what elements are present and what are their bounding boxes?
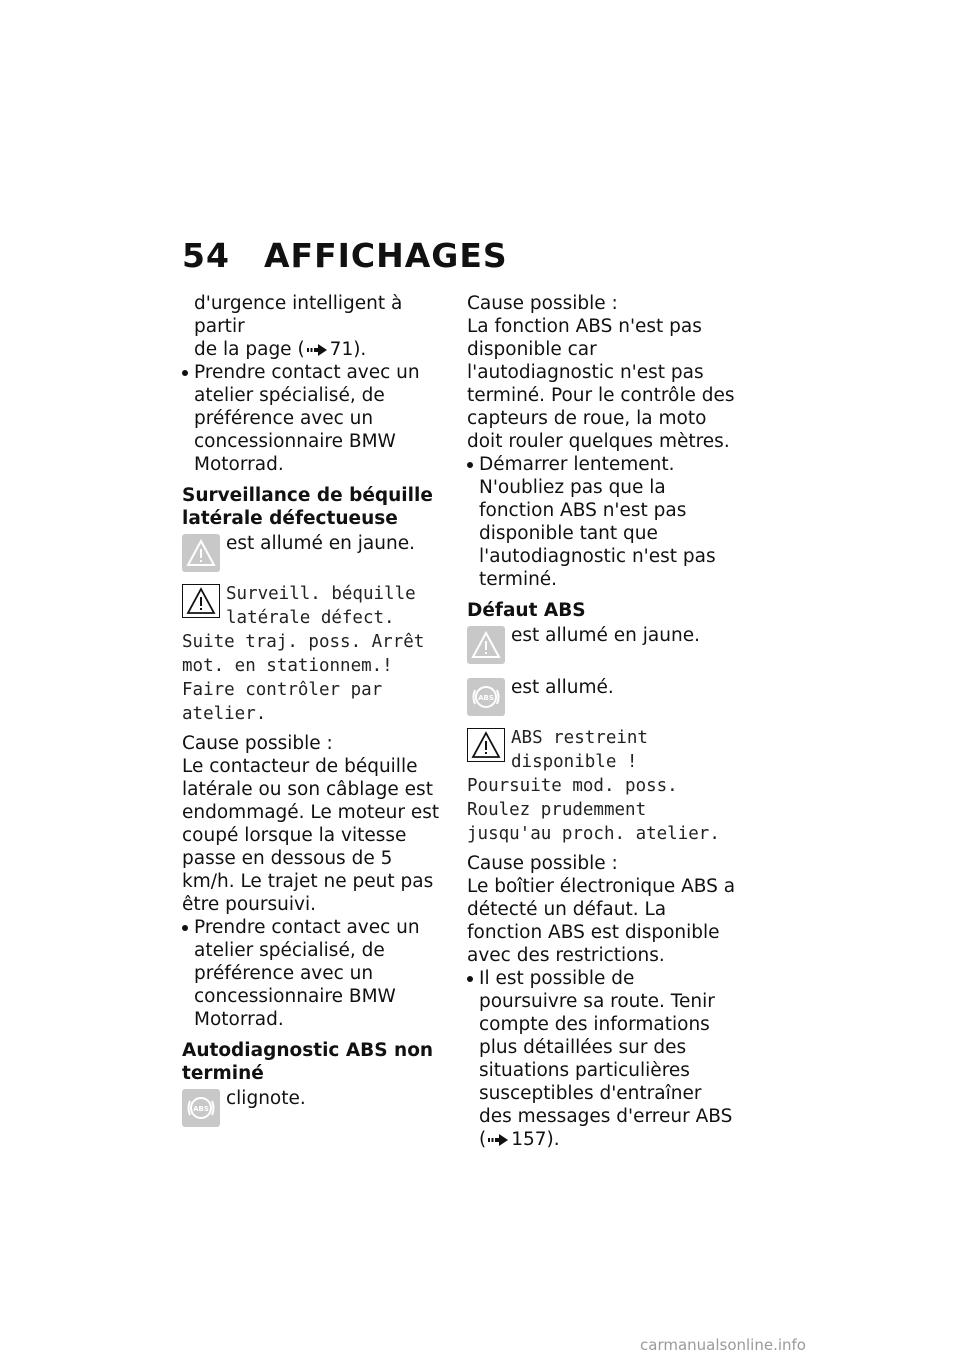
page-number: 54: [182, 236, 230, 275]
left-column: [182, 292, 450, 1127]
section-heading-abs-selftest: Autodiagnostic ABS non terminé: [182, 1040, 434, 1084]
display-message: [467, 726, 737, 846]
abs-lamp-icon: [467, 678, 505, 716]
cause-label: Cause possible :: [182, 733, 333, 754]
lamp-text: est allumé.: [511, 677, 614, 698]
bullet-item: Prendre contact avec un atelier spécialisé, de préférence avec un concessionnaire BMW Motorrad.: [182, 361, 450, 476]
right-column: [467, 292, 737, 1151]
cause-text: Le contacteur de béquille latérale ou son câblage est endommagé. Le moteur est coupé lorsque la vitesse passe en dessous de 5 km/h. Le trajet ne peut pas être poursuivi.: [182, 756, 440, 915]
lamp-row: [182, 532, 450, 572]
svg-text:ABS: ABS: [478, 694, 494, 702]
display-message: [182, 582, 450, 726]
section-heading-side-stand: Surveillance de béquille latérale défectueuse: [182, 485, 433, 529]
message-text: ABS restreint disponible ! Poursuite mod. poss. Roulez prudemment jusqu'au proch. atelier.: [467, 728, 720, 844]
warning-triangle-icon: [467, 728, 505, 762]
svg-text:ABS: ABS: [193, 1105, 209, 1113]
bullet-item: Démarrer lentement. N'oubliez pas que la fonction ABS n'est pas disponible tant que l'autodiagnostic n'est pas terminé.: [467, 453, 737, 591]
cause-label: Cause possible :: [467, 853, 618, 874]
message-text: Surveill. béquille latérale défect. Suite traj. poss. Arrêt mot. en stationnem.! Faire contrôler par atelier.: [182, 584, 425, 724]
bullet-item: Il est possible de poursuivre sa route. Tenir compte des informations plus détaillées sur des situations particulières susceptibles d'entraîner des messages d'erreur ABS ( 157).: [467, 967, 737, 1151]
intro-line-1: d'urgence intelligent à partir: [194, 293, 403, 337]
lamp-row: [467, 624, 737, 664]
cause-text: Le boîtier électronique ABS a détecté un défaut. La fonction ABS est disponible avec des restrictions.: [467, 876, 736, 966]
section-heading-abs-fault: Défaut ABS: [467, 600, 586, 621]
watermark: carmanualsonline.info: [640, 1336, 806, 1354]
lamp-row: [467, 676, 737, 716]
intro-line-2: de la page ( 71).: [194, 339, 367, 360]
warning-triangle-icon: [182, 584, 220, 618]
lamp-text: est allumé en jaune.: [511, 625, 700, 646]
lamp-text: est allumé en jaune.: [226, 533, 415, 554]
page-ref-arrow-icon: [307, 344, 327, 356]
warning-triangle-icon: [467, 626, 505, 664]
page-title: AFFICHAGES: [264, 236, 508, 275]
page-ref-link[interactable]: 71).: [329, 339, 367, 360]
page-ref-link[interactable]: 157).: [511, 1129, 560, 1150]
page-header: [182, 236, 508, 275]
bullet-item: Prendre contact avec un atelier spécialisé, de préférence avec un concessionnaire BMW Motorrad.: [182, 916, 450, 1031]
cause-text: La fonction ABS n'est pas disponible car l'autodiagnostic n'est pas terminé. Pour le contrôle des capteurs de roue, la moto doit rouler quelques mètres.: [467, 316, 735, 452]
lamp-row: [182, 1087, 450, 1127]
lamp-text: clignote.: [226, 1088, 306, 1109]
cause-label: Cause possible :: [467, 293, 618, 314]
page-ref-arrow-icon: [488, 1134, 508, 1146]
abs-lamp-icon: [182, 1089, 220, 1127]
warning-triangle-icon: [182, 534, 220, 572]
